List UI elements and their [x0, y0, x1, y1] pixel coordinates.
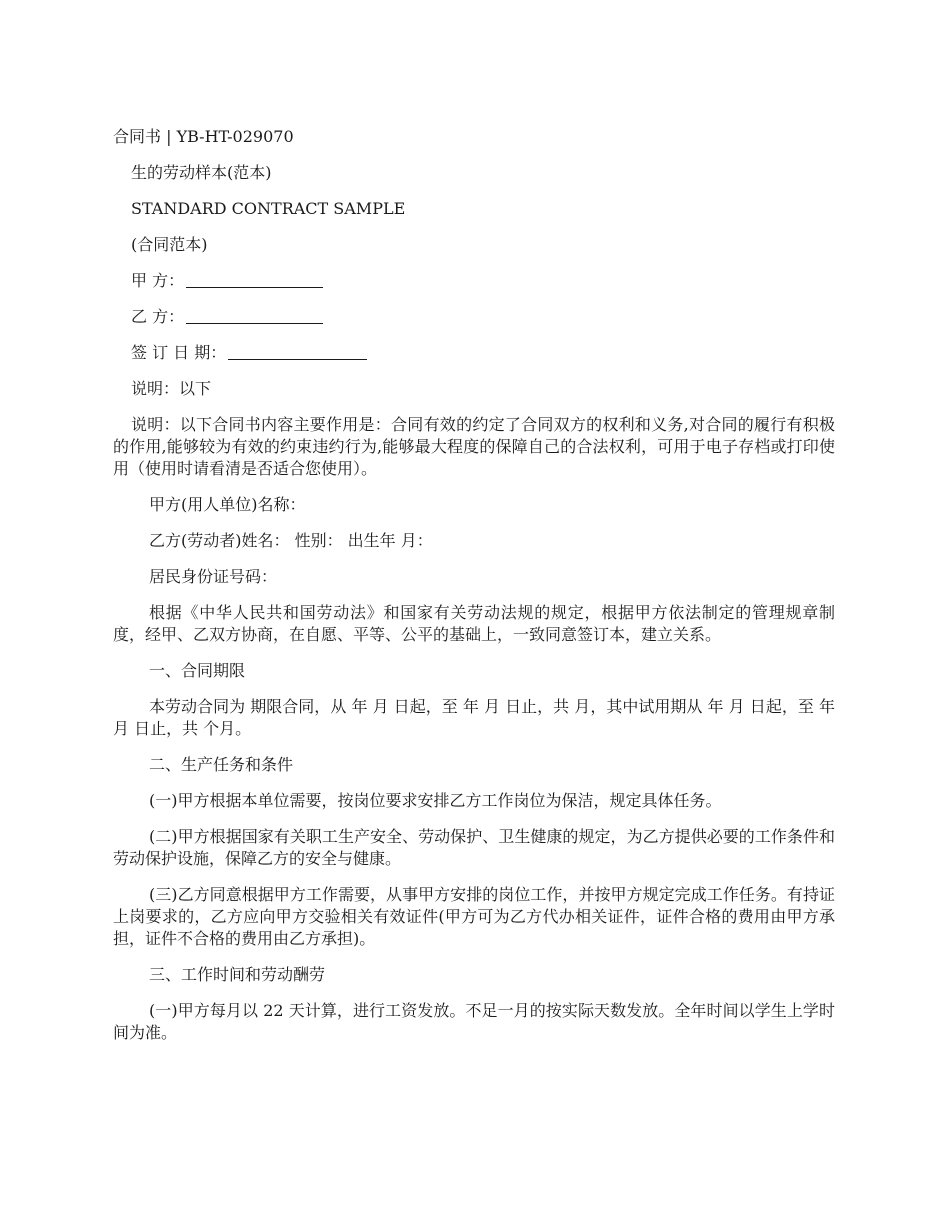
- section-paragraph: (一)甲方每月以 22 天计算，进行工资发放。不足一月的按实际天数发放。全年时间以学生上学时间为准。: [113, 1001, 835, 1042]
- section-heading: 三、工作时间和劳动酬劳: [149, 965, 326, 984]
- party-a-line: [113, 270, 835, 292]
- note-short: 说明：以下: [131, 379, 212, 398]
- cover-english-title: STANDARD CONTRACT SAMPLE: [131, 199, 406, 218]
- section-paragraph: (二)甲方根据国家有关职工生产安全、劳动保护、卫生健康的规定，为乙方提供必要的工作条件和劳动保护设施，保障乙方的安全与健康。: [113, 827, 835, 868]
- sign-date-line: [113, 342, 835, 364]
- party-b-line: [113, 306, 835, 328]
- sign-date-blank: [228, 343, 367, 360]
- cover-paren-title: (合同范本): [131, 235, 208, 254]
- party-b-label: 乙 方：: [131, 307, 185, 326]
- section-paragraph: 本劳动合同为 期限合同，从 年 月 日起，至 年 月 日止，共 月，其中试用期从 年 月 日起，至 年 月 日止，共 个月。: [113, 697, 835, 738]
- section-heading: 一、合同期限: [149, 661, 246, 680]
- sign-date-label: 签 订 日 期：: [131, 343, 227, 362]
- section-heading: 二、生产任务和条件: [149, 755, 294, 774]
- employer-name-field: 甲方(用人单位)名称：: [149, 495, 306, 514]
- preamble-paragraph: 根据《中华人民共和国劳动法》和国家有关劳动法规的规定，根据甲方依法制定的管理规章制度，经甲、乙双方协商，在自愿、平等、公平的基础上，一致同意签订本，建立关系。: [113, 603, 835, 644]
- section-paragraph: (一)甲方根据本单位需要，按岗位要求安排乙方工作岗位为保洁，规定具体任务。: [149, 791, 722, 810]
- party-a-label: 甲 方：: [131, 271, 185, 290]
- note-full: 说明：以下合同书内容主要作用是：合同有效的约定了合同双方的权利和义务,对合同的履行有积极的作用,能够较为有效的约束违约行为,能够最大程度的保障自己的合法权利，可用于电子存档或打印使用（使用时请看清是否适合您使用）。: [113, 415, 835, 478]
- document-body: [113, 126, 835, 1058]
- section-paragraph: (三)乙方同意根据甲方工作需要，从事甲方安排的岗位工作，并按甲方规定完成工作任务。有持证上岗要求的，乙方应向甲方交验相关有效证件(甲方可为乙方代办相关证件，证件合格的费用由甲方承担，证件不合格的费用由乙方承担)。: [113, 885, 835, 948]
- cover-subtitle: 生的劳动样本(范本): [131, 163, 272, 182]
- document-title: 合同书 | YB-HT-029070: [113, 127, 294, 146]
- worker-info-field: 乙方(劳动者)姓名： 性别： 出生年 月：: [149, 531, 433, 550]
- party-a-blank: [186, 271, 323, 288]
- id-number-field: 居民身份证号码：: [149, 567, 278, 586]
- party-b-blank: [186, 307, 323, 324]
